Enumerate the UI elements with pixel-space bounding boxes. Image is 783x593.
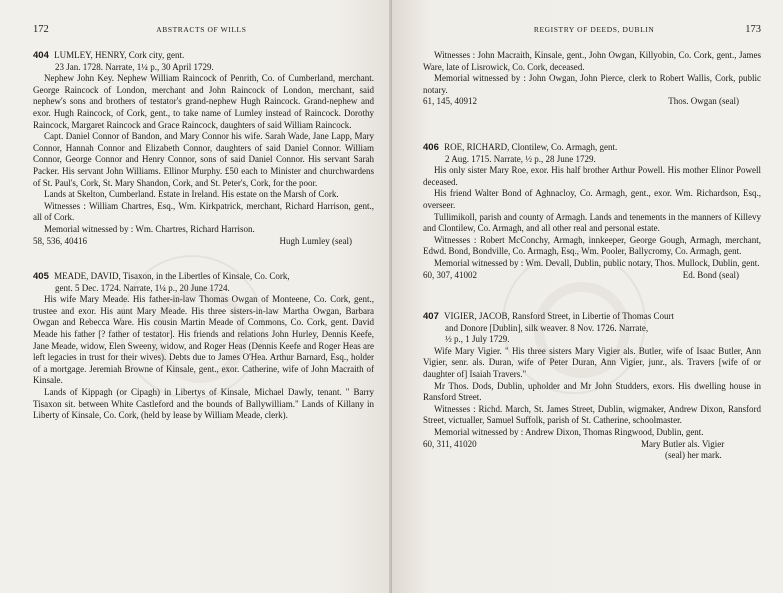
entry-reference: 60, 307, 41002: [423, 269, 477, 280]
entry-number: 407: [423, 311, 439, 323]
entry-date: gent. 5 Dec. 1724. Narrate, 1¼ p., 20 June 1724.: [55, 282, 230, 293]
entry-reference-line: [423, 439, 761, 462]
entry-paragraph: Witnesses : William Chartres, Esq., Wm. Kirkpatrick, merchant, Richard Harrison, gent., all of Cork.: [33, 200, 374, 223]
entry-paragraph: Witnesses : Richd. March, St. James Street, Dublin, wigmaker, Andrew Dixon, Ransford Street, victualler, Samuel Suffolk, parish of St. Catherine, schoolmaster.: [423, 403, 761, 426]
entry-paragraph: His wife Mary Meade. His father-in-law Thomas Owgan of Monteene, Co. Cork, gent., trustee and exor. His aunt Mary Meade. His three sisters-in-law Martha Owgan, Barbara Owgan and Rebecca Ware. His cousin Martin Meade of Commons, Co. Cork, gent. David Meade his father [? father of testator]. His friends and relations John Hurley, Dennis Keefe, Jane Meade, widow, Elen Sweeny, widow, and Roger Heas (Dennis Keefe and Roger Heas are left legacies in trust for their wives). Debts due to James O'Hea. Arthur Barnard, Esq., holder of a mortgage. Jeremiah Browne of Kinsale, gent., exor. Catherine, wife of John Macraith of Kinsale.: [33, 294, 374, 386]
entry-reference-line: [423, 96, 761, 108]
entry-paragraph: His only sister Mary Roe, exor. His half brother Arthur Powell. His mother Elinor Powell deceased.: [423, 165, 761, 187]
entry-paragraph: Nephew John Key. Nephew William Raincock of Penrith, Co. of Cumberland, merchant. George Raincock of London, merchant and John Raincock of London, merchant, said nephew's sons and brothers of testator's grand-nephew Hugh Raincock. Grand-nephew and exor. Hugh Raincock, of Cork, gent., to take name of Lumley instead of Raincock. Dorothy Raincock, Margaret Raincock and Grace Raincock, daughters of said William Raincock.: [33, 73, 374, 130]
entry-date: and Donore [Dublin], silk weaver. 8 Nov. 1726. Narrate,: [445, 322, 649, 333]
entry-signature: Thos. Owgan (seal): [668, 96, 739, 107]
left-page-header: [33, 24, 374, 35]
entry-405-continuation: [423, 50, 761, 108]
entry-reference-line: [423, 270, 761, 282]
entry-paragraph: Witnesses : Robert McConchy, Armagh, innkeeper, George Gough, Armagh, merchant, Edwd. Bond, Bondville, Co. Armagh, Esq., Wm. Pooler, Ballycromy, Co. Armagh, gent.: [423, 234, 761, 257]
entry-reference: 60, 311, 41020: [423, 438, 477, 449]
signature-line: Mary Butler als. Vigier: [641, 438, 725, 449]
entry-reference-line: [33, 236, 374, 248]
entry-paragraph: Memorial witnessed by : Wm. Chartres, Richard Harrison.: [44, 223, 255, 234]
entry-number: 405: [33, 271, 49, 283]
entry-404: [33, 50, 374, 247]
page-number-left: 172: [33, 24, 49, 35]
signature-mark: (seal) her mark.: [665, 450, 722, 461]
entry-number: 404: [33, 50, 49, 61]
entry-reference: 58, 536, 40416: [33, 235, 87, 246]
entry-heading: VIGIER, JACOB, Ransford Street, in Libertie of Thomas Court: [443, 311, 675, 322]
entry-heading: LUMLEY, HENRY, Cork city, gent.: [54, 50, 185, 60]
entry-paragraph: His friend Walter Bond of Aghnacloy, Co. Armagh, gent., exor. Wm. Richardson, Esq., overseer.: [423, 188, 761, 210]
entry-date: ½ p., 1 July 1729.: [445, 334, 510, 345]
entry-signature: Hugh Lumley (seal): [279, 235, 352, 246]
page-number-right: 173: [745, 24, 761, 35]
right-page-header: [423, 24, 761, 35]
entry-signature: Ed. Bond (seal): [682, 269, 739, 280]
running-title-right: REGISTRY OF DEEDS, DUBLIN: [533, 25, 655, 34]
entry-405: [33, 271, 374, 422]
running-title-left: ABSTRACTS OF WILLS: [156, 25, 247, 34]
entry-heading: ROE, RICHARD, Clontilew, Co. Armagh, gent.: [444, 141, 618, 152]
entry-paragraph: Lands at Skelton, Cumberland. Estate in Ireland. His estate on the Marsh of Cork.: [44, 189, 339, 200]
entry-date: 2 Aug. 1715. Narrate, ½ p., 28 June 1729.: [445, 153, 596, 164]
entry-paragraph: Memorial witnessed by : Wm. Devall, Dublin, public notary, Thos. Mullock, Dublin, gent.: [434, 257, 760, 268]
entry-paragraph: Mr Thos. Dods, Dublin, upholder and Mr John Studders, exors. His dwelling house in Ransford Street.: [423, 380, 761, 403]
entry-paragraph: Tullimikoll, parish and county of Armagh. Lands and tenements in the manners of Killevy and Clontilew, Co. Armagh, and all other real and personal estate.: [423, 211, 761, 234]
entry-number: 406: [423, 141, 439, 153]
entry-407: [423, 311, 761, 462]
entry-paragraph: Wife Mary Vigier. " His three sisters Mary Vigier als. Butler, wife of Isaac Butler, Ann Vigier, senr. als. Duran, wife of Peter Duran, Ann Vigier, junr., als. Travers [wife of or daughter of] Isaiah Travers.": [423, 345, 761, 380]
entry-paragraph: Capt. Daniel Connor of Bandon, and Mary Connor his wife. Sarah Wade, Jane Lapp, Mary Connor, Hannah Connor and Elizabeth Connor, daughters of said Daniel Connor. William Connor, George Connor and Henry Connor, sons of said Daniel Connor. His servant Sarah Packer. His servant John Williams. Ellinor Murphy. £50 each to Minister and churchwardens of St. Paul's, Cork, St. Mary Shandon, Cork, and St. Peter's, Cork, for the poor.: [33, 131, 374, 188]
entry-paragraph: Witnesses : John Macraith, Kinsale, gent., John Owgan, Killyobin, Co. Cork, gent., James Ware, late of Lisrowick, Co. Cork, deceased.: [423, 50, 761, 72]
entry-406: [423, 142, 761, 281]
entry-date: 23 Jan. 1728. Narrate, 1¼ p., 30 April 1729.: [55, 61, 214, 72]
right-page: [392, 0, 783, 593]
entry-paragraph: Memorial witnessed by : John Owgan, John Pierce, clerk to Robert Wallis, Cork, public notary.: [423, 73, 761, 95]
entry-reference: 61, 145, 40912: [423, 96, 477, 107]
entry-signature: [641, 439, 761, 462]
entry-paragraph: Lands of Kippagh (or Cipagh) in Libertys of Kinsale, Michael Dawly, tenant. " Barry Tisaxon sit. between White Castleford and the bounds of Ballywilliam." Lands of Killany in Liberty of Kinsale, Co. Cork, (held by lease by William Meade, clerk).: [33, 387, 374, 421]
entry-paragraph: Memorial witnessed by : Andrew Dixon, Thomas Ringwood, Dublin, gent.: [434, 427, 704, 438]
entry-heading: MEADE, DAVID, Tisaxon, in the Libertles of Kinsale, Co. Cork,: [54, 271, 290, 282]
